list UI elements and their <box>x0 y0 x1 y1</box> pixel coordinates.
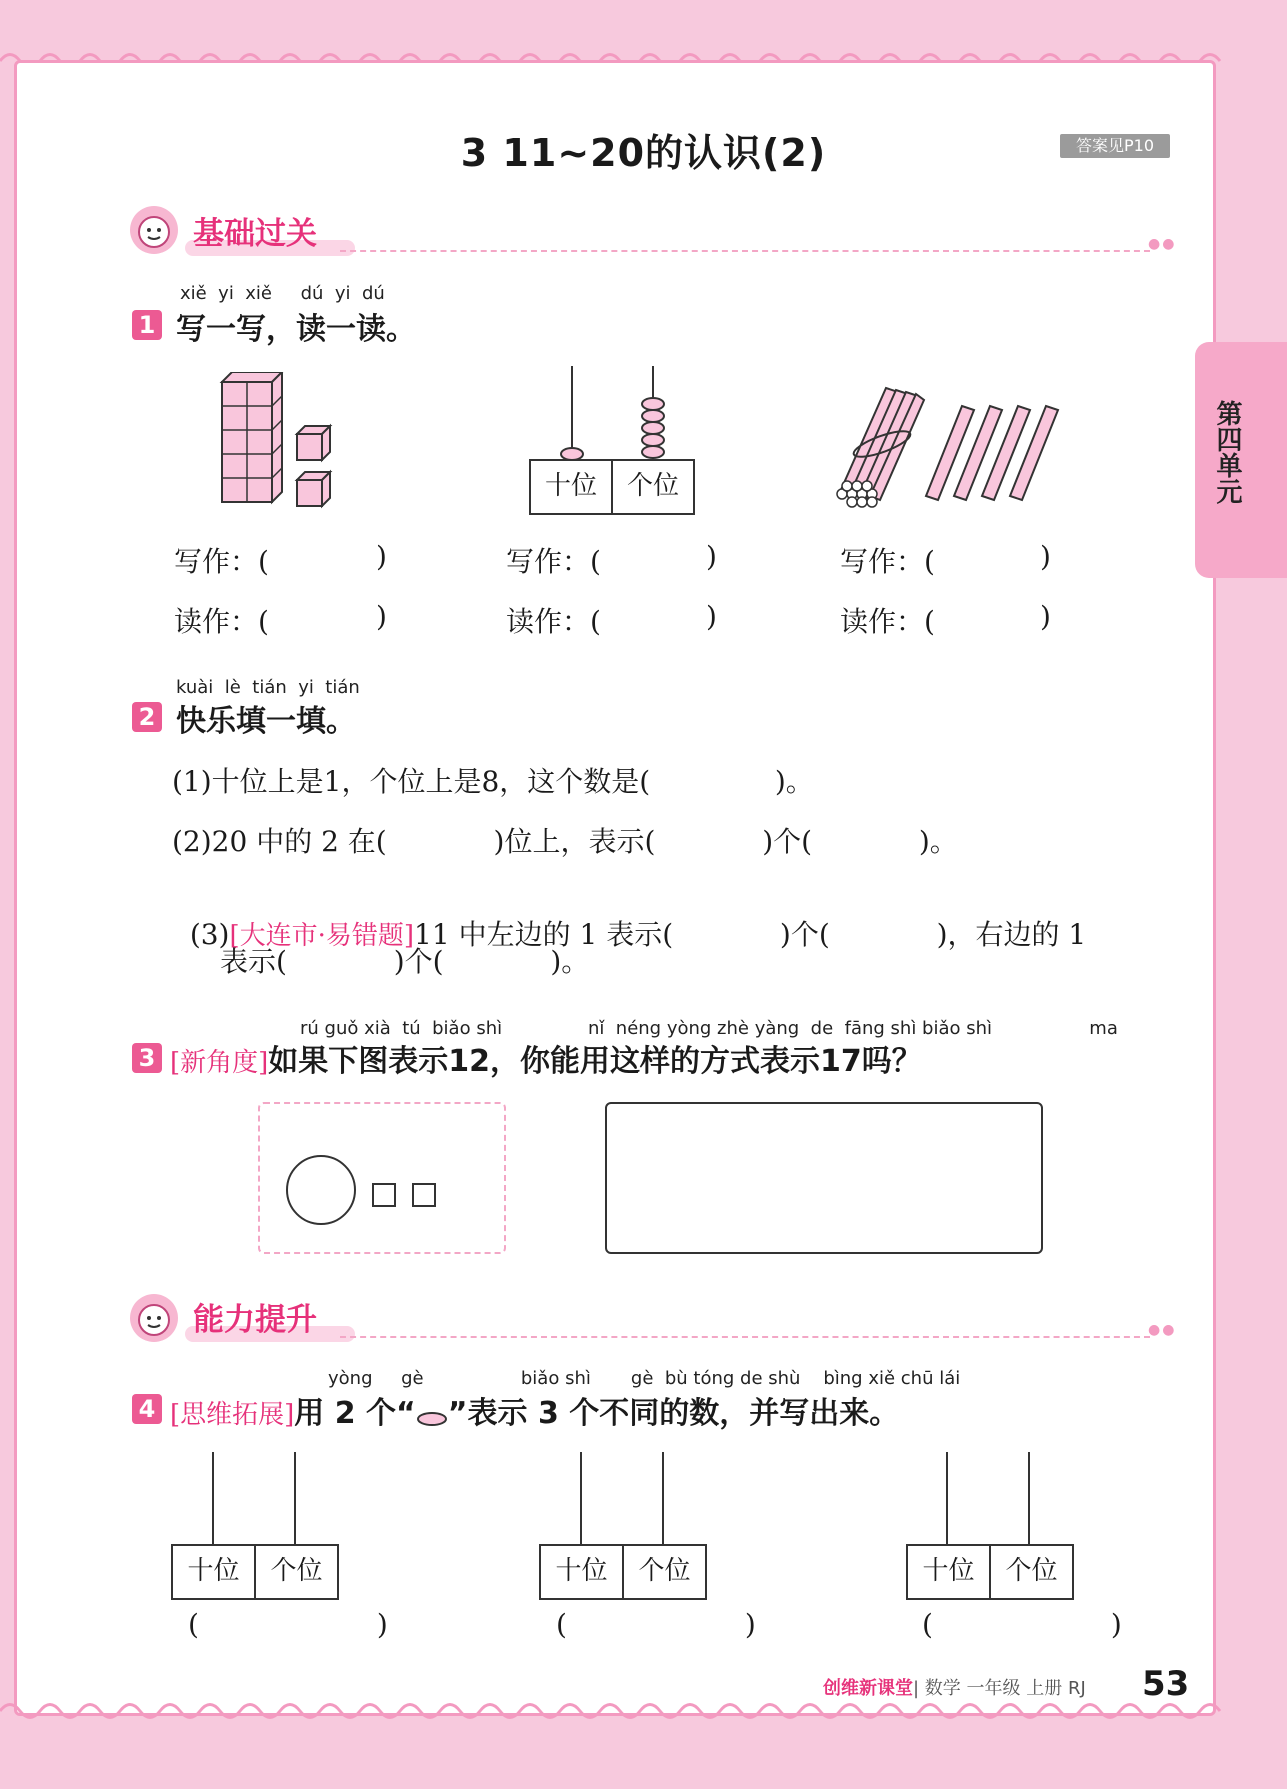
section-advanced-divider <box>340 1336 1150 1338</box>
q4-answer-1[interactable]: ( ) <box>188 1608 388 1641</box>
tens-label: 十位 <box>555 1556 608 1586</box>
q1-number-badge: 1 <box>132 310 162 340</box>
tens-label: 十位 <box>922 1556 975 1586</box>
q1-pinyin: xiě yi xiě dú yi dú <box>180 283 385 304</box>
ones-label: 个位 <box>622 1546 705 1598</box>
q1-write-close-2: ) <box>706 540 717 573</box>
q2-line-1: (1)十位上是1，个位上是8，这个数是( )。 <box>172 765 814 798</box>
section-advanced-heading: 能力提升 <box>193 1302 317 1338</box>
q1-read-close-3: ) <box>1040 600 1051 633</box>
q4-abacus-3-place-box <box>906 1544 1074 1600</box>
q4-abacus-2-tens-rod <box>580 1452 582 1546</box>
footer-subtitle: | 数学 一年级 上册 RJ <box>913 1678 1086 1699</box>
q4-answer-3[interactable]: ( ) <box>922 1608 1122 1641</box>
q4-pinyin: yòng gè biǎo shì gè bù tóng de shù bìng xiě chū lái <box>328 1368 961 1389</box>
q4-abacus-3-ones-rod <box>1028 1452 1030 1546</box>
q3-pinyin: rú guǒ xià tú biǎo shì nǐ néng yòng zhè yàng de fāng shì biǎo shì ma <box>300 1018 1118 1039</box>
q3-tag: [新角度] <box>170 1048 269 1078</box>
section-basic-divider <box>340 250 1150 252</box>
q4-answer-2[interactable]: ( ) <box>556 1608 756 1641</box>
q3-number-badge: 3 <box>132 1043 162 1073</box>
q1-write-label-1: 写作：( <box>174 545 269 578</box>
ones-label: 个位 <box>254 1546 337 1598</box>
q2-line-3-prefix: (3) <box>189 918 230 951</box>
q2-number-badge: 2 <box>132 702 162 732</box>
q4-prompt-a: 用 2 个“ <box>294 1396 416 1431</box>
q4-abacus-1-tens-rod <box>212 1452 214 1546</box>
cartoon-avatar-icon <box>128 204 180 256</box>
q4-abacus-2-place-box <box>539 1544 707 1600</box>
q2-pinyin: kuài lè tián yi tián <box>176 677 360 698</box>
q1-read-close-1: ) <box>376 600 387 633</box>
footer-brand: 创维新课堂 <box>823 1678 913 1699</box>
q1-read-label-3: 读作：( <box>840 605 935 638</box>
q4-abacus-3-tens-rod <box>946 1452 948 1546</box>
q3-prompt: 如果下图表示12，你能用这样的方式表示17吗？ <box>268 1044 922 1079</box>
section-basic-dots: ●● <box>1148 236 1177 252</box>
unit-side-tab-label: 第四单元 <box>1212 400 1242 504</box>
ones-label: 个位 <box>989 1546 1072 1598</box>
q2-line-3-rest: 11 中左边的 1 表示( )个( )，右边的 1 <box>414 918 1087 951</box>
q1-write-label-3: 写作：( <box>840 545 935 578</box>
q2-line-3-tag: [大连市·易错题] <box>229 921 415 951</box>
cartoon-avatar-icon <box>128 1292 180 1344</box>
q4-abacus-1-ones-rod <box>294 1452 296 1546</box>
q4-number-badge: 4 <box>132 1394 162 1424</box>
sticks-bundle-illustration <box>828 380 1068 508</box>
q3-example-shapes <box>285 1154 445 1226</box>
section-basic-heading: 基础过关 <box>193 216 317 252</box>
q4-prompt-row <box>170 1388 899 1432</box>
tens-label: 十位 <box>187 1556 240 1586</box>
footer <box>823 1674 1086 1700</box>
q4-prompt-b: ”表示 3 个不同的数，并写出来。 <box>447 1396 900 1431</box>
page-title: 3 11~20的认识(2) <box>460 131 827 175</box>
q3-prompt-row <box>170 1036 922 1080</box>
q2-line-2: (2)20 中的 2 在( )位上，表示( )个( )。 <box>172 825 958 858</box>
q1-read-label-1: 读作：( <box>174 605 269 638</box>
q3-answer-box[interactable] <box>605 1102 1043 1254</box>
bead-icon <box>416 1411 448 1427</box>
tens-label: 十位 <box>544 471 597 501</box>
section-advanced-dots: ●● <box>1148 1322 1177 1338</box>
q1-write-close-3: ) <box>1040 540 1051 573</box>
q1-read-label-2: 读作：( <box>506 605 601 638</box>
bottom-wave-border <box>0 1696 1287 1726</box>
page-number: 53 <box>1142 1664 1190 1704</box>
ones-label: 个位 <box>611 461 693 513</box>
q1-prompt: 写一写，读一读。 <box>176 312 416 347</box>
q2-line-4: 表示( )个( )。 <box>220 945 590 978</box>
q4-abacus-2-ones-rod <box>662 1452 664 1546</box>
answer-reference-badge: 答案见P10 <box>1060 134 1170 158</box>
q1-write-label-2: 写作：( <box>506 545 601 578</box>
abacus-place-box <box>529 459 695 515</box>
q1-read-close-2: ) <box>706 600 717 633</box>
abacus-beads <box>550 390 680 462</box>
q1-write-close-1: ) <box>376 540 387 573</box>
q2-prompt: 快乐填一填。 <box>176 704 356 739</box>
q4-abacus-1-place-box <box>171 1544 339 1600</box>
cube-blocks-illustration <box>210 372 340 517</box>
q4-tag: [思维拓展] <box>170 1400 295 1430</box>
